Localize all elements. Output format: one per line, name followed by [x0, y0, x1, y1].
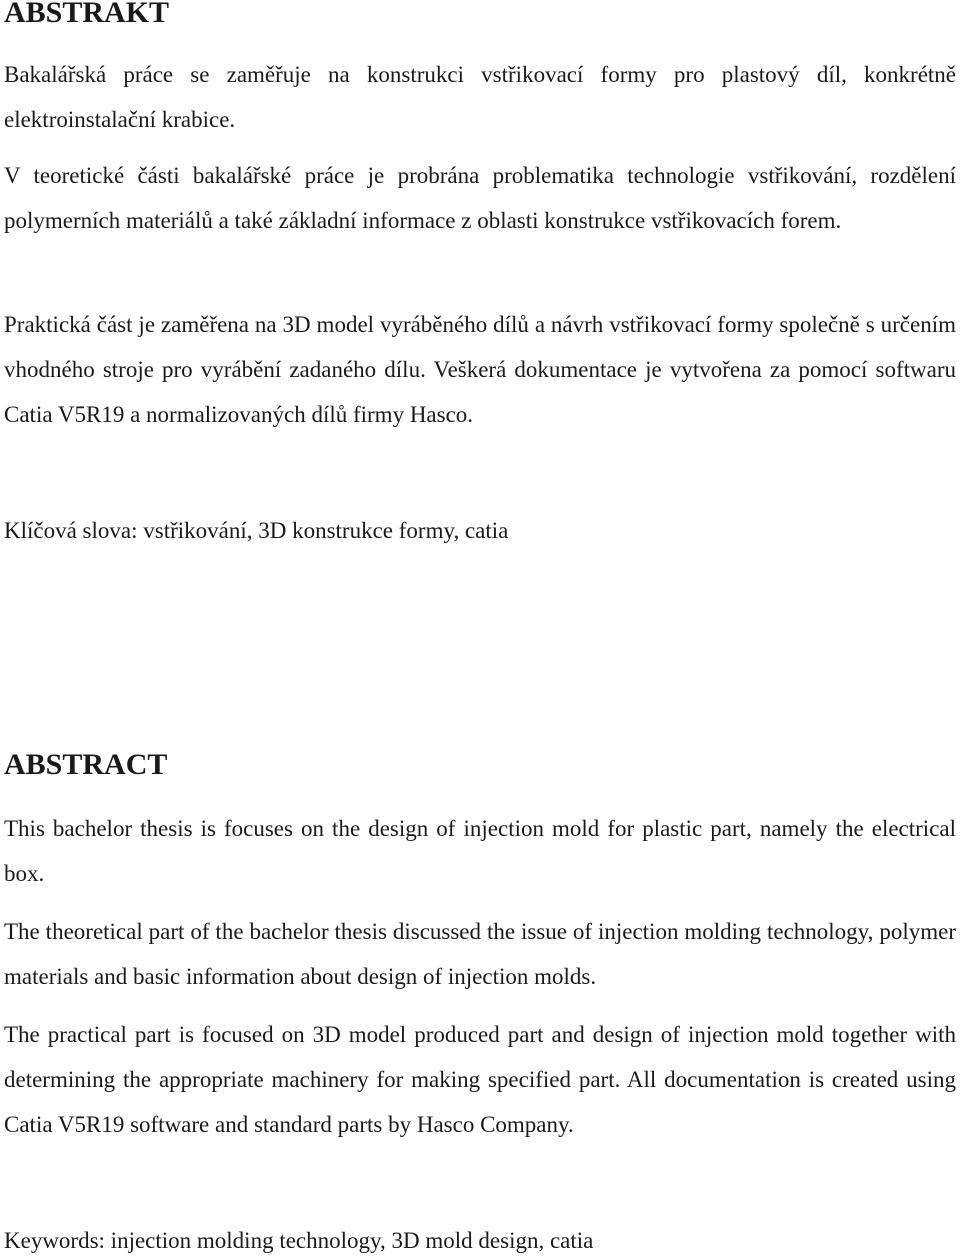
- english-keywords: Keywords: injection molding technology, 3D mold design, catia: [4, 1228, 594, 1253]
- czech-paragraph-1: Bakalářská práce se zaměřuje na konstrukci vstřikovací formy pro plastový díl, konkrétně elektroinstalační krabice.: [4, 62, 956, 132]
- czech-paragraph-3: Praktická část je zaměřena na 3D model vyráběného dílů a návrh vstřikovací formy společně s určením vhodného stroje pro vyrábění zadaného dílu. Veškerá dokumentace je vytvořena za pomocí softwaru Catia V5R19 a normalizovaných dílů firmy Hasco.: [4, 312, 956, 427]
- english-abstract-heading: ABSTRACT: [4, 748, 168, 781]
- english-paragraph-2: The theoretical part of the bachelor thesis discussed the issue of injection molding technology, polymer materials and basic information about design of injection molds.: [4, 919, 956, 989]
- english-paragraph-1: This bachelor thesis is focuses on the design of injection mold for plastic part, namely the electrical box.: [4, 816, 956, 886]
- czech-abstract-heading: ABSTRAKT: [4, 0, 170, 29]
- english-paragraph-3: The practical part is focused on 3D model produced part and design of injection mold together with determining the appropriate machinery for making specified part. All documentation is created using Catia V5R19 software and standard parts by Hasco Company.: [4, 1022, 956, 1137]
- czech-paragraph-2: V teoretické části bakalářské práce je probrána problematika technologie vstřikování, rozdělení polymerních materiálů a také základní informace z oblasti konstrukce vstřikovacích forem.: [4, 163, 956, 233]
- czech-keywords: Klíčová slova: vstřikování, 3D konstrukce formy, catia: [4, 518, 509, 543]
